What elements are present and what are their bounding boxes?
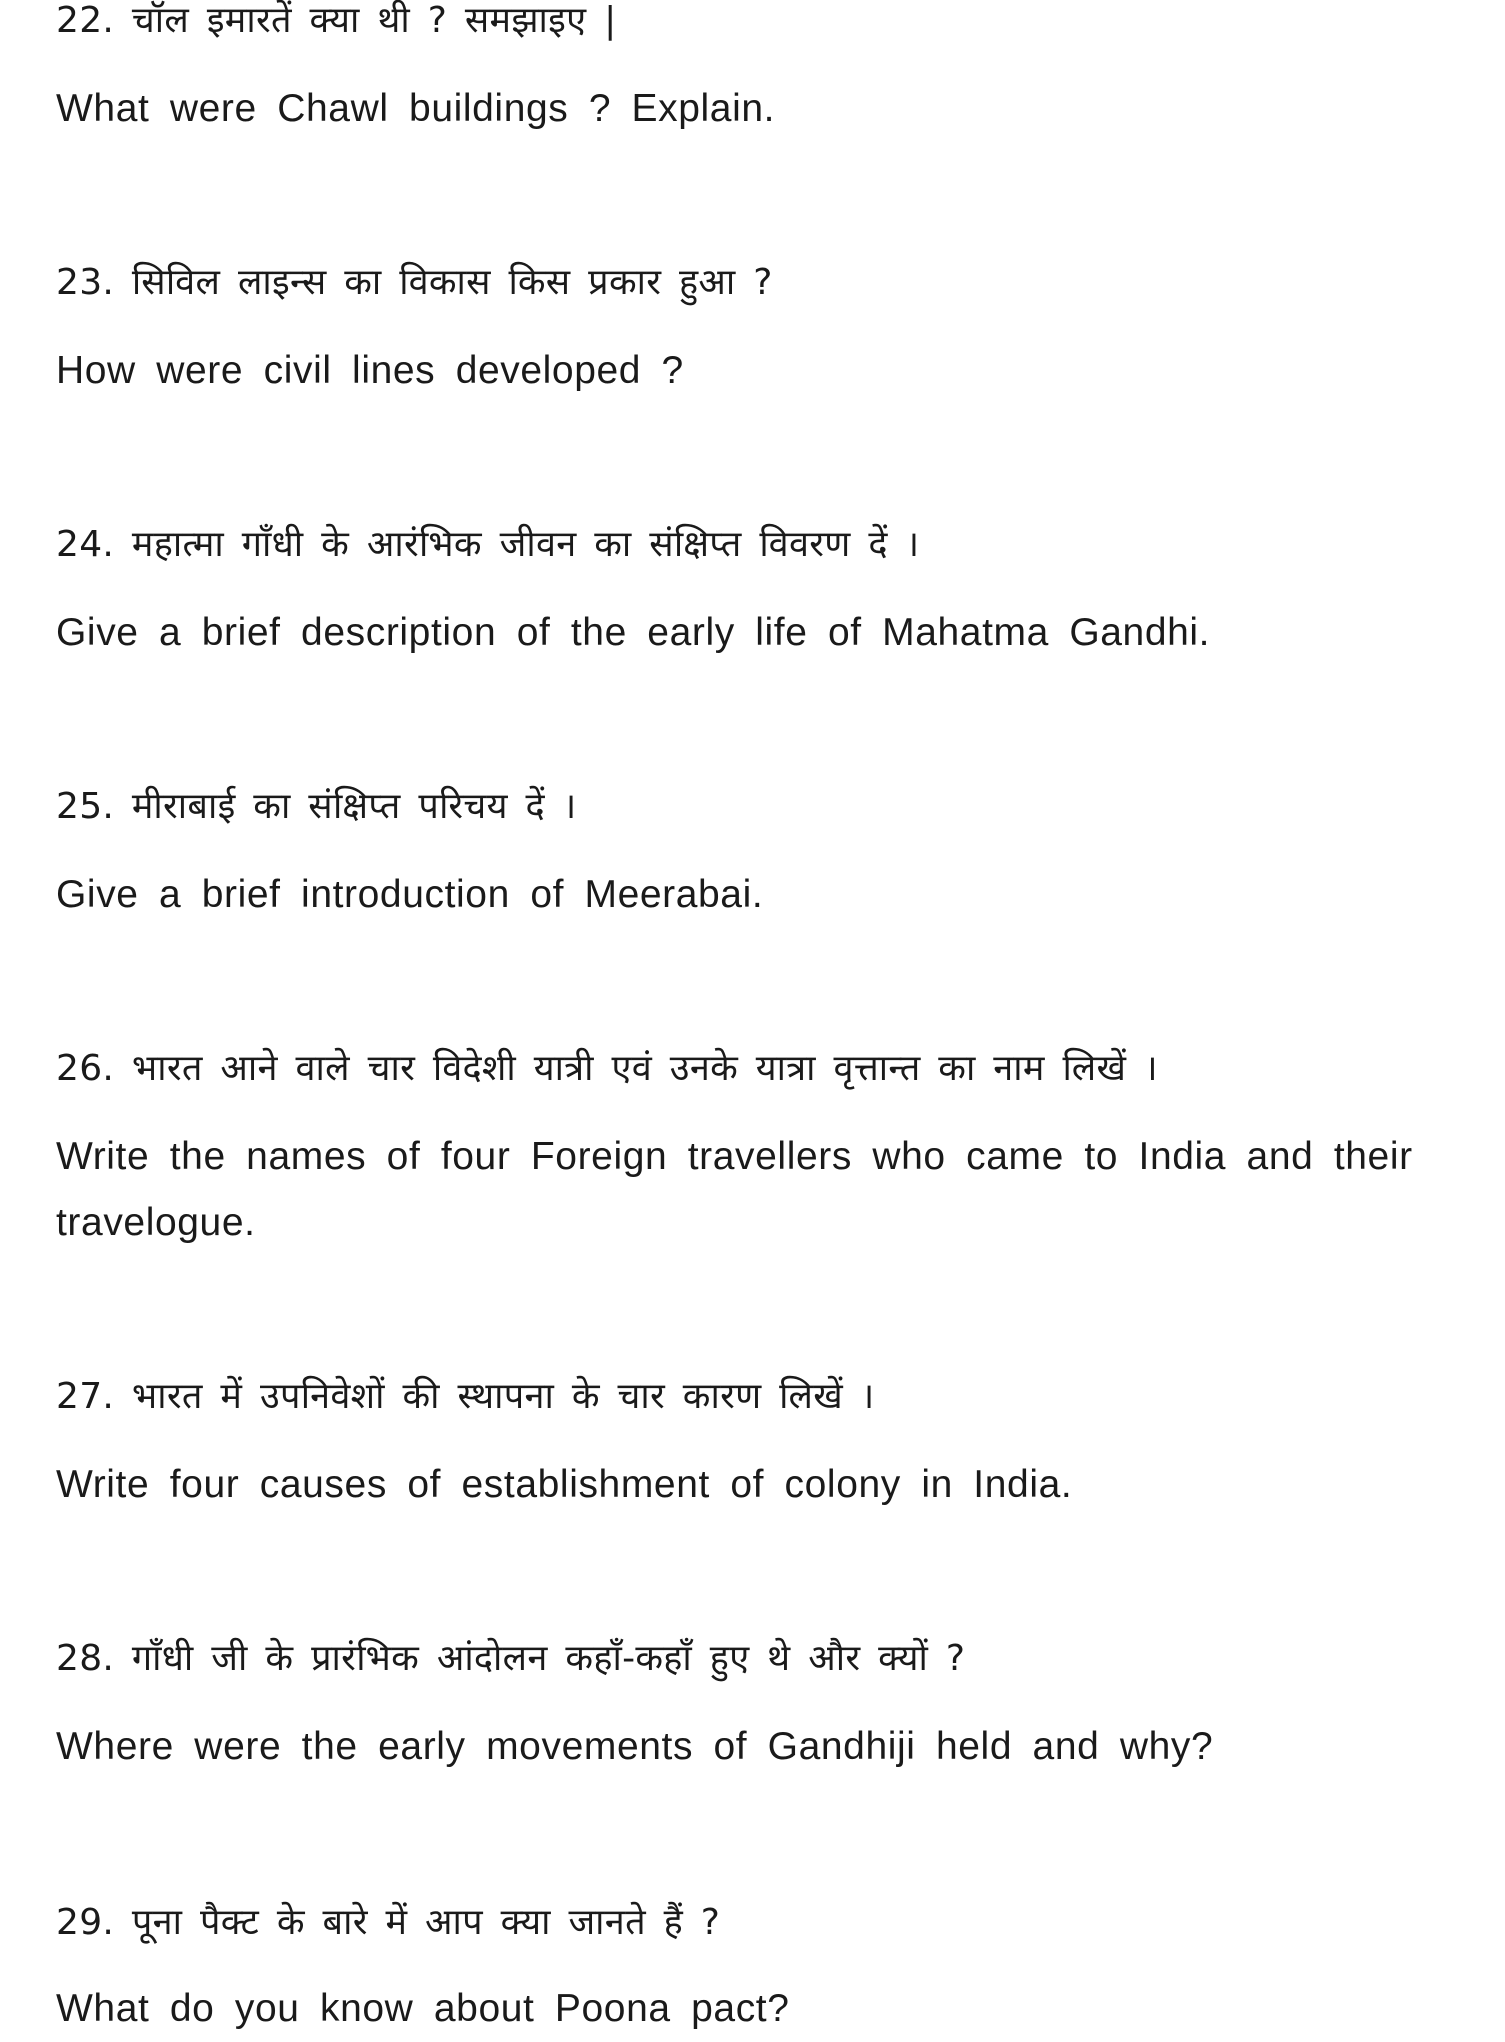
question-27-english: Write four causes of establishment of colony in India. xyxy=(56,1463,1073,1506)
question-24-hindi: 24. महात्मा गाँधी के आरंभिक जीवन का संक्षिप्त विवरण दें । xyxy=(56,524,920,565)
question-26-english: Write the names of four Foreign travellers who came to India and their travelogue. xyxy=(56,1135,1413,1244)
question-23-english: How were civil lines developed ? xyxy=(56,349,684,392)
question-28-hindi: 28. गाँधी जी के प्रारंभिक आंदोलन कहाँ-कहाँ हुए थे और क्यों ? xyxy=(56,1638,966,1679)
question-28-english: Where were the early movements of Gandhiji held and why? xyxy=(56,1725,1214,1768)
question-22-english: What were Chawl buildings ? Explain. xyxy=(56,87,776,130)
question-29-english: What do you know about Poona pact? xyxy=(56,1987,790,2030)
question-24-english: Give a brief description of the early life of Mahatma Gandhi. xyxy=(56,611,1211,654)
question-25-english: Give a brief introduction of Meerabai. xyxy=(56,873,764,916)
question-27-hindi: 27. भारत में उपनिवेशों की स्थापना के चार कारण लिखें । xyxy=(56,1376,875,1417)
question-23-hindi: 23. सिविल लाइन्स का विकास किस प्रकार हुआ ? xyxy=(56,262,773,303)
question-26-hindi: 26. भारत आने वाले चार विदेशी यात्री एवं उनके यात्रा वृत्तान्त का नाम लिखें । xyxy=(56,1048,1158,1089)
question-22-hindi: 22. चॉल इमारतें क्या थी ? समझाइए | xyxy=(56,0,617,41)
question-29-hindi: 29. पूना पैक्ट के बारे में आप क्या जानते हैं ? xyxy=(56,1902,721,1943)
question-25-hindi: 25. मीराबाई का संक्षिप्त परिचय दें । xyxy=(56,786,577,827)
